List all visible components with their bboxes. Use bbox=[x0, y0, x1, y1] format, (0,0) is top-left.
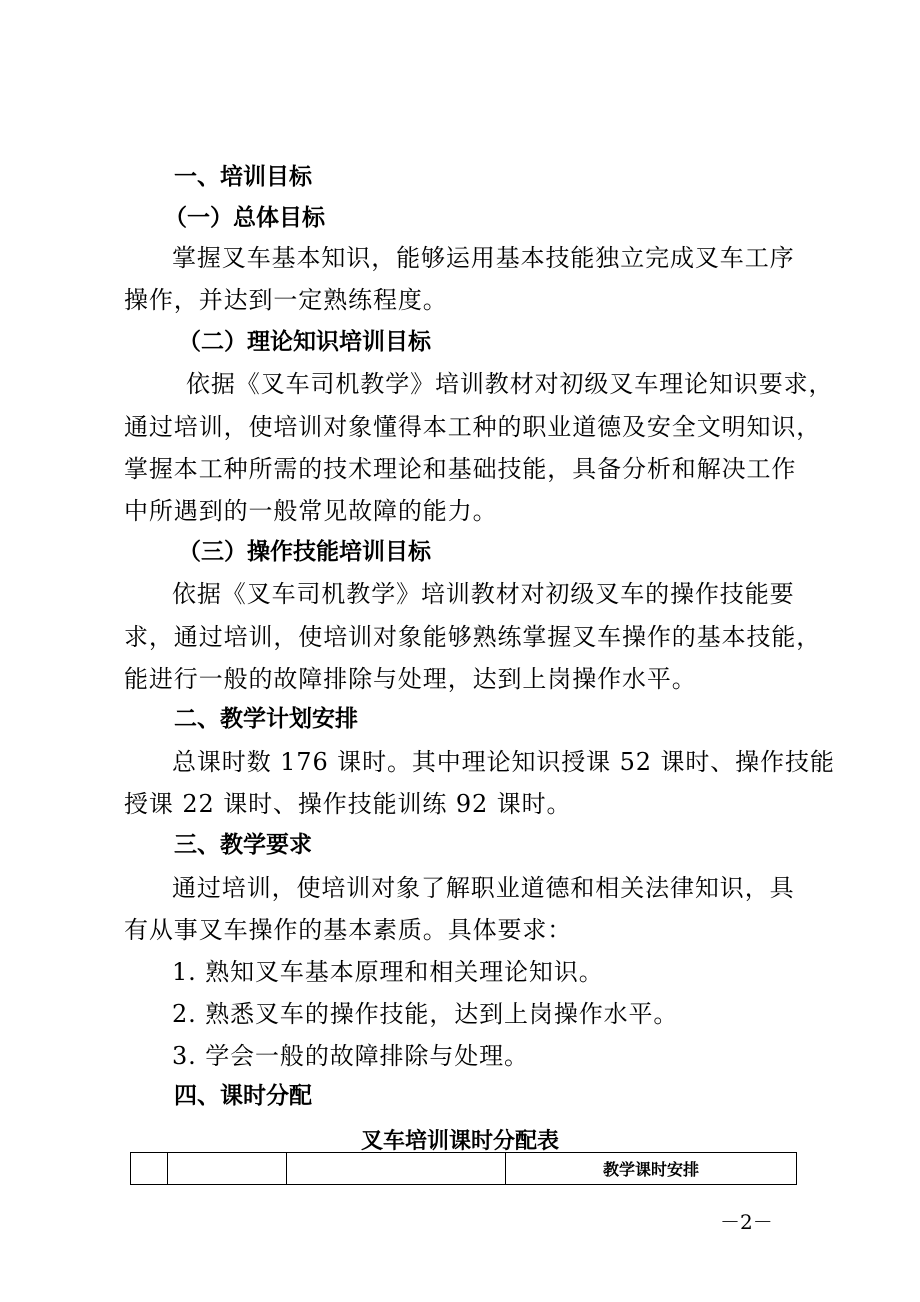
table-cell bbox=[287, 1153, 506, 1185]
page-number: －2－ bbox=[720, 1210, 773, 1234]
table-cell bbox=[131, 1153, 168, 1185]
paragraph-line: 总课时数 176 课时。其中理论知识授课 52 课时、操作技能 bbox=[172, 748, 835, 776]
list-item: 3. 学会一般的故障排除与处理。 bbox=[172, 1042, 529, 1070]
paragraph-line: 通过培训，使培训对象了解职业道德和相关法律知识，具 bbox=[172, 874, 795, 902]
subheading-theory-goal: （二）理论知识培训目标 bbox=[178, 329, 431, 355]
list-item: 2. 熟悉叉车的操作技能，达到上岗操作水平。 bbox=[172, 1000, 679, 1028]
paragraph-line: 依据《叉车司机教学》培训教材对初级叉车的操作技能要 bbox=[172, 580, 795, 608]
section-heading-3: 三、教学要求 bbox=[174, 832, 312, 858]
subheading-skill-goal: （三）操作技能培训目标 bbox=[178, 539, 431, 565]
table-row bbox=[131, 1153, 797, 1185]
paragraph-line: 能进行一般的故障排除与处理，达到上岗操作水平。 bbox=[124, 665, 697, 693]
paragraph-line: 中所遇到的一般常见故障的能力。 bbox=[124, 497, 498, 525]
paragraph-line: 操作，并达到一定熟练程度。 bbox=[124, 286, 448, 314]
paragraph-line: 掌握叉车基本知识，能够运用基本技能独立完成叉车工序 bbox=[172, 244, 795, 272]
paragraph-line: 依据《叉车司机教学》培训教材对初级叉车理论知识要求， bbox=[186, 370, 834, 398]
paragraph-line: 授课 22 课时、操作技能训练 92 课时。 bbox=[124, 790, 572, 818]
paragraph-line: 掌握本工种所需的技术理论和基础技能，具备分析和解决工作 bbox=[124, 455, 797, 483]
section-heading-1: 一、培训目标 bbox=[174, 164, 312, 190]
list-item: 1. 熟知叉车基本原理和相关理论知识。 bbox=[172, 958, 604, 986]
paragraph-line: 有从事叉车操作的基本素质。具体要求： bbox=[124, 916, 573, 944]
subheading-overall-goal: （一）总体目标 bbox=[164, 205, 325, 231]
table-cell bbox=[168, 1153, 287, 1185]
section-heading-4: 四、课时分配 bbox=[174, 1083, 312, 1109]
table-header-cell: 教学课时安排 bbox=[506, 1153, 797, 1185]
allocation-table bbox=[130, 1152, 797, 1185]
paragraph-line: 求，通过培训，使培训对象能够熟练掌握叉车操作的基本技能， bbox=[124, 623, 822, 651]
table-title: 叉车培训课时分配表 bbox=[360, 1129, 559, 1154]
paragraph-line: 通过培训，使培训对象懂得本工种的职业道德及安全文明知识， bbox=[124, 413, 822, 441]
section-heading-2: 二、教学计划安排 bbox=[174, 706, 358, 732]
